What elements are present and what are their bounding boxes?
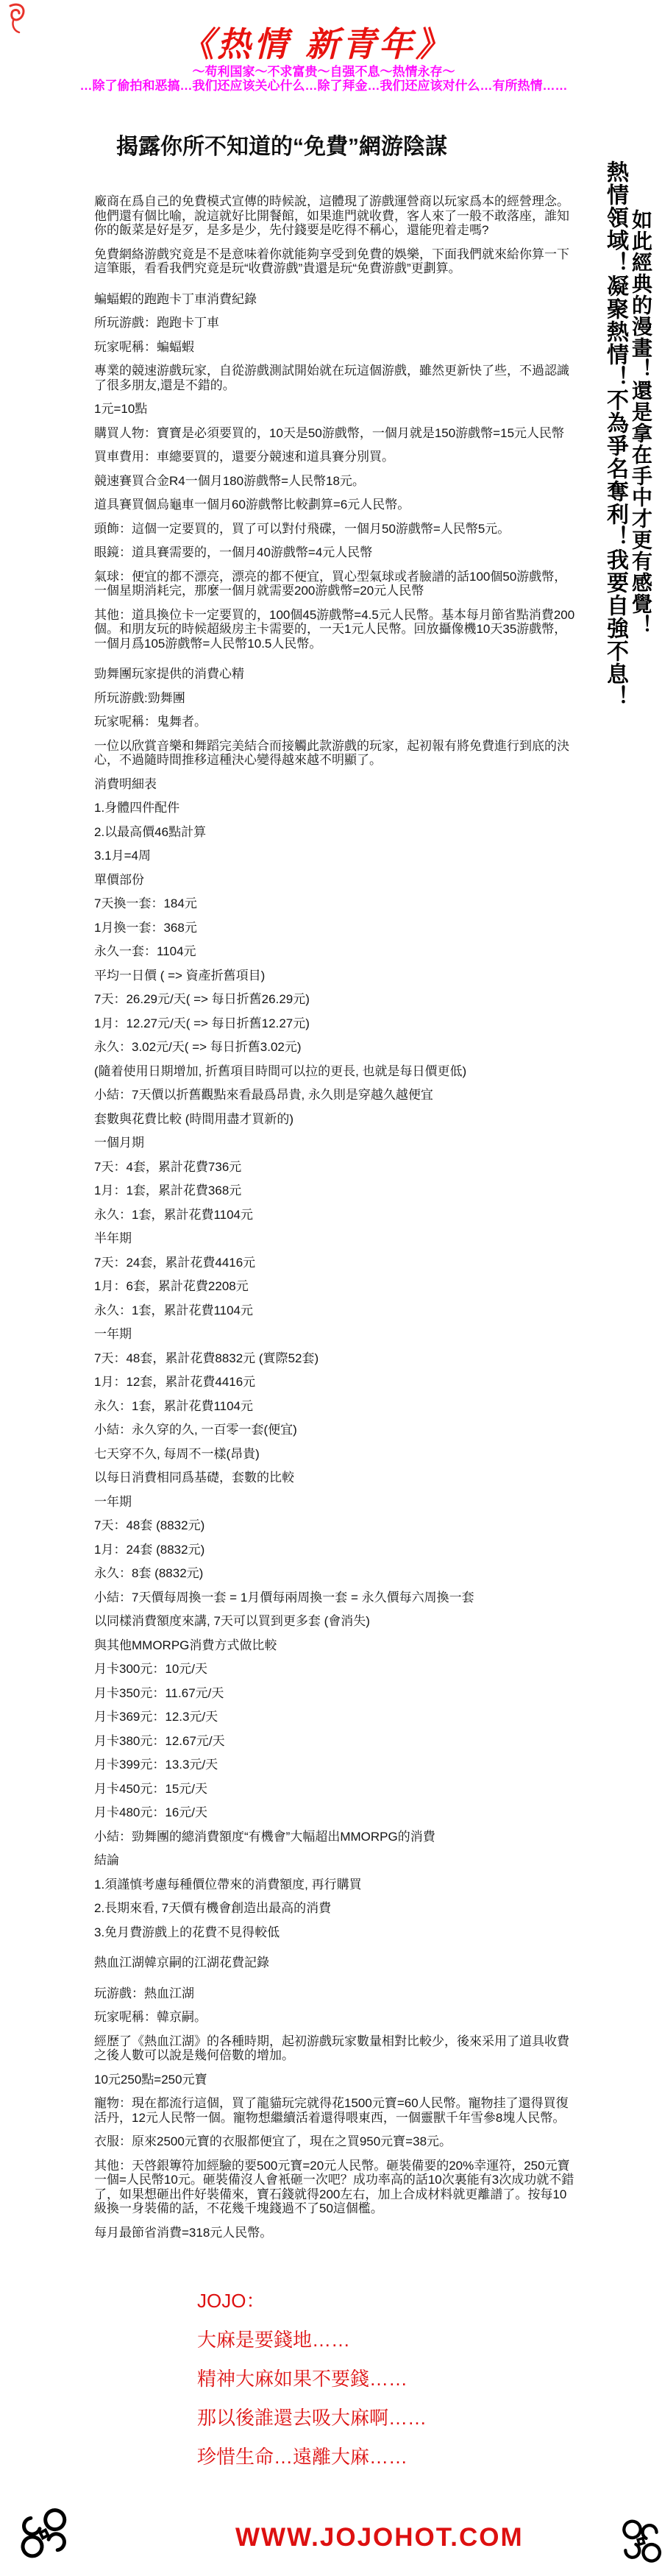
jojo-line: 那以後誰還去吸大麻啊…… [197,2407,427,2429]
article-paragraph: 月卡450元：15元/天 [94,1781,207,1796]
article-paragraph: 小結：7天價每周換一套 = 1月價每兩周換一套 = 永久價每六周換一套 [94,1590,474,1604]
article-paragraph: 月卡480元：16元/天 [94,1805,207,1819]
article-paragraph: 7天：24套，累計花費4416元 [94,1255,256,1270]
article-paragraph: 7天：26.29元/天( => 每日折舊26.29元) [94,992,310,1006]
article-paragraph: 月卡300元：10元/天 [94,1662,207,1676]
vertical-slogan-inner: 熱情領域！凝聚熱情！不為爭名奪利！我要自強不息！ [603,160,627,708]
article-paragraph: 氣球：便宜的都不漂亮，漂亮的都不便宜，買心型氣球或者臉譜的話100個50游戲幣，一個星期消耗完，那麼一個月就需要200游戲幣=20元人民幣 [94,569,567,598]
article-paragraph: 所玩游戲:勁舞團 [94,690,185,705]
article-paragraph: 7天：48套 (8832元) [94,1518,205,1532]
jojo-lines [197,2329,427,2467]
slogan-block [0,65,647,93]
article-paragraph: 10元250點=250元寶 [94,2072,207,2087]
article-paragraph: 1月換一套：368元 [94,920,197,935]
article-paragraph: 套數與花費比較 (時間用盡才買新的) [94,1111,294,1126]
article-paragraph: 道具賽買個烏龜車一個月60游戲幣比較劃算=6元人民幣。 [94,498,410,512]
article-paragraph: 永久一套：1104元 [94,944,196,958]
clover-ornament-icon [18,2505,71,2566]
article-paragraph: 頭飾：這個一定要買的，買了可以對付飛碟，一個月50游戲幣=人民幣5元。 [94,521,510,536]
article-headline: 揭露你所不知道的“免費”網游陰謀 [116,135,447,159]
article-paragraph: 永久：3.02元/天( => 每日折舊3.02元) [94,1040,302,1054]
clover-ornament-icon [609,2514,662,2569]
jojo-line: 珍惜生命…遠離大麻…… [197,2446,408,2468]
article-paragraph: 結論 [94,1853,119,1867]
article-paragraph: 寵物：現在都流行這個，買了龍貓玩完就得花1500元寶=60人民幣。寵物挂了還得買復活丹，12元人民幣一個。寵物想繼續活着還得喂東西，一個靈獸千年雪參8塊人民幣。 [94,2096,569,2125]
article-paragraph: 1.身體四件配件 [94,801,180,815]
slogan-line-2: …除了偷拍和恶搞…我们还应该关心什么…除了拜金…我们还应该对什么…有所热情…… [79,79,568,93]
article-paragraph: 購買人物：寶寶是必須要買的，10天是50游戲幣，一個月就是150游戲幣=15元人民幣 [94,425,565,440]
article-paragraph: 小結：永久穿的久, 一百零一套(便宜) [94,1423,297,1437]
article-paragraph: 每月最節省消費=318元人民幣。 [94,2225,273,2240]
jojo-heading: JOJO： [197,2290,266,2312]
article-paragraph: 其他：天啓銀篿符加經驗的要500元寶=20元人民幣。砸裝備要的20%幸運符，250元寶一個=人民幣10元。砸裝備沒人會衹砸一次吧？成功率高的話10次裏能有3次成功就不錯了，如果想砸出件好裝備來，寶石錢就得200左右，加上合成材料就更離譜了。按每10級換一身裝備的話，不花幾千塊錢過不了50這個檻。 [94,2158,574,2215]
article-paragraph: 一個月期 [94,1136,144,1150]
article-paragraph: 3.免月費游戲上的花費不見得較低 [94,1925,280,1939]
article-paragraph: 小結：7天價以折舊觀點來看最爲昂貴, 永久則是穿越久越便宜 [94,1088,433,1102]
article-paragraph: 1月：1套，累計花費368元 [94,1183,242,1197]
article-paragraph: 其他：道具換位卡一定要買的，100個45游戲幣=4.5元人民幣。基本每月節省點消費200個。和朋友玩的時候超級房主卡需要的，一天1元人民幣。回放攝像機10天35游戲幣，一個月爲105游戲幣=人民幣10.5人民幣。 [94,607,575,651]
site-url: WWW.JOJOHOT.COM [235,2523,524,2552]
article-paragraph: 免費網絡游戲究竟是不是意味着你就能夠享受到免費的娛樂，下面我們就來給你算一下這筆賬，看看我們究竟是玩“收費游戲”貴還是玩“免費游戲”更劃算。 [94,247,569,275]
article-paragraph: 1元=10點 [94,402,148,416]
article-paragraph: 永久：8套 (8832元) [94,1566,204,1580]
article-paragraph: 平均一日價 ( => 資產折舊項目) [94,968,266,983]
article-paragraph: 以每日消費相同爲基礎，套數的比較 [94,1471,294,1485]
article-paragraph: 永久：1套，累計花費1104元 [94,1303,254,1317]
article-paragraph: 熱血江湖韓京嗣的江湖花費記錄 [94,1956,269,1970]
article-paragraph: 1月：12.27元/天( => 每日折舊12.27元) [94,1016,310,1030]
article-paragraph: 玩家呢稱：蝙蝠蝦 [94,339,194,354]
article-paragraph: 競速賽買合金R4一個月180游戲幣=人民幣18元。 [94,473,365,488]
jojo-line: 大麻是要錢地…… [197,2329,351,2351]
article-paragraph: 7天：48套，累計花費8832元 (實際52套) [94,1351,319,1365]
article-paragraph: 以同樣消費額度來講, 7天可以買到更多套 (會消失) [94,1614,370,1628]
article-paragraph: 一位以欣賞音樂和舞蹈完美結合而接觸此款游戲的玩家，起初報有將免費進行到底的決心，不過隨時間推移這種決心變得越來越不明顯了。 [94,738,569,767]
article-paragraph: 月卡369元：12.3元/天 [94,1710,218,1724]
article-paragraph: 玩家呢稱：鬼舞者。 [94,715,207,729]
article-body [94,194,578,2249]
article-paragraph: 1月：12套，累計花費4416元 [94,1375,256,1389]
article-paragraph: 1月：24套 (8832元) [94,1542,205,1557]
article-paragraph: 7天換一套：184元 [94,896,197,910]
article-paragraph: 玩家呢稱：韓京嗣。 [94,2010,207,2024]
article-paragraph: 永久：1套，累計花費1104元 [94,1398,254,1413]
article-paragraph: 買車費用：車總要買的，還要分競速和道具賽分別買。 [94,450,394,464]
jojo-epilogue [197,2290,427,2485]
article-paragraph: 勁舞團玩家提供的消費心精 [94,667,244,681]
vertical-slogan-block [602,160,653,720]
article-paragraph: 月卡380元：12.67元/天 [94,1733,225,1748]
article-paragraph: 1月：6套，累計花費2208元 [94,1279,249,1293]
article-paragraph: 所玩游戲：跑跑卡丁車 [94,316,219,330]
page-title: 《热情 新青年》 [179,24,452,64]
article-paragraph: 消費明細表 [94,776,157,791]
article-paragraph: 半年期 [94,1231,132,1245]
article-paragraph: (隨着使用日期增加, 折舊項目時間可以拉的更長, 也就是每日價更低) [94,1064,467,1078]
article-paragraph: 1.須謹慎考慮每種價位帶來的消費額度, 再行購買 [94,1877,362,1892]
article-paragraph: 月卡350元：11.67元/天 [94,1685,224,1700]
article-paragraph: 單價部份 [94,872,144,887]
vertical-slogan-outer: 如此經典的漫畫！還是拿在手中才更有感覺！ [630,209,652,636]
jojo-line: 精神大麻如果不要錢…… [197,2368,408,2390]
article-paragraph: 小結：勁舞團的總消費額度“有機會”大幅超出MMORPG的消費 [94,1829,435,1844]
article-paragraph: 一年期 [94,1494,132,1509]
article-paragraph: 衣服：原來2500元寶的衣服都便宜了，現在之買950元寶=38元。 [94,2134,452,2148]
article-paragraph: 一年期 [94,1327,132,1341]
article-paragraph: 永久：1套，累計花費1104元 [94,1207,254,1222]
article-paragraph: 2.長期來看, 7天價有機會創造出最高的消費 [94,1901,332,1915]
article-paragraph: 與其他MMORPG消費方式做比較 [94,1638,277,1652]
article-paragraph: 廠商在爲自己的免費模式宣傳的時候說，這體現了游戲運營商以玩家爲本的經營理念。他們還有個比喻，說這就好比開餐館，如果進門就收費，客人來了一般不敢落座，誰知你的飯菜是好是歹，是多是少，先付錢要是吃得不稱心，還能兜着走嗎? [94,194,569,237]
slogan-line-1: ～苟利国家～不求富贵～自强不息～热情永存～ [192,65,455,79]
article-paragraph: 3.1月=4周 [94,849,152,863]
article-paragraph: 經歷了《熱血江湖》的各種時期，起初游戲玩家數量相對比較少，後來采用了道具收費之後人數可以說是幾何倍數的增加。 [94,2034,569,2062]
article-paragraph: 七天穿不久, 每周不一樣(昂貴) [94,1446,260,1461]
article-paragraph: 眼鏡：道具賽需要的，一個月40游戲幣=4元人民幣 [94,545,373,559]
article-paragraph: 2.以最高價46點計算 [94,824,207,839]
article-paragraph: 蝙蝠蝦的跑跑卡丁車消費紀錄 [94,291,257,306]
article-paragraph: 專業的競速游戲玩家，自從游戲測試開始就在玩這個游戲，雖然更新快了些，不過認識了很多朋友,還是不錯的。 [94,364,569,392]
article-paragraph: 月卡399元：13.3元/天 [94,1758,218,1772]
article-paragraph: 玩游戲：熱血江湖 [94,1986,194,2000]
article-paragraph: 7天：4套，累計花費736元 [94,1159,242,1174]
